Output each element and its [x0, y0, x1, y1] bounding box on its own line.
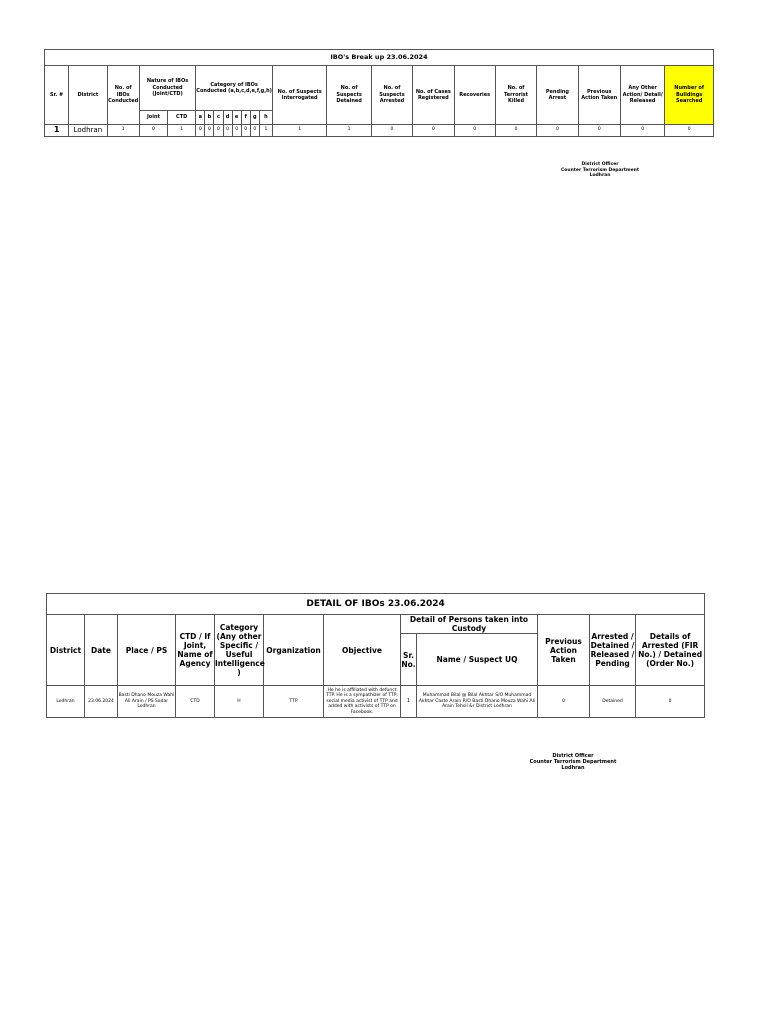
cell-terrorist-killed: 0	[495, 125, 536, 137]
header-persons-custody: Detail of Persons taken into Custody	[401, 615, 538, 634]
cell-suspects-interrogated: 1	[272, 125, 326, 137]
cell-category-a: 0	[196, 125, 205, 137]
header-pending-arrest: Pending Arrest	[537, 66, 578, 125]
cell-suspects-detained: 1	[327, 125, 371, 137]
cell-category-e: 0	[232, 125, 241, 137]
header-place: Place / PS	[118, 615, 176, 686]
header-suspects-arrested: No. of Suspects Arrested	[371, 66, 412, 125]
header-category: Category of IBOs Conducted (a,b,c,d,e,f,g,h)	[196, 66, 273, 111]
cell-suspects-arrested: 0	[371, 125, 412, 137]
header-ibos-conducted: No. of IBOs Conducted	[107, 66, 139, 125]
cell-pending-arrest: 0	[537, 125, 578, 137]
cell-recoveries: 0	[454, 125, 495, 137]
header-suspects-interrogated: No. of Suspects Interrogated	[272, 66, 326, 125]
header-cases-registered: No. of Cases Registered	[413, 66, 454, 125]
header-organization: Organization	[264, 615, 324, 686]
header-date: Date	[85, 615, 118, 686]
cell-category-g: 0	[250, 125, 259, 137]
ibo-detail-table	[46, 593, 705, 718]
subheader-joint: Joint	[139, 111, 167, 125]
subheader-category-b: b	[205, 111, 214, 125]
header-terrorist-killed: No. of Terrorist Killed	[495, 66, 536, 125]
subheader-ctd: CTD	[168, 111, 196, 125]
cell-district: Lodhran	[69, 125, 107, 137]
subheader-category-e: e	[232, 111, 241, 125]
signature-department: Counter Terrorism Department	[560, 167, 640, 173]
table-row	[45, 125, 714, 137]
header-recoveries: Recoveries	[454, 66, 495, 125]
header-any-other: Any Other Action/ Detail/ Released	[620, 66, 664, 125]
header-sr-no: Sr. No.	[401, 634, 417, 686]
cell-date: 23.06.2024	[85, 686, 118, 718]
subheader-category-c: c	[214, 111, 223, 125]
header-suspects-detained: No. of Suspects Detained	[327, 66, 371, 125]
subheader-category-a: a	[196, 111, 205, 125]
header-name-suspect: Name / Suspect UQ	[417, 634, 538, 686]
header-previous-action: Previous Action Taken	[578, 66, 620, 125]
cell-category-h: 1	[259, 125, 272, 137]
cell-joint: 0	[139, 125, 167, 137]
header-sr: Sr. #	[45, 66, 69, 125]
cell-place: Basti Dhano Mouza Wahi Ali Arain / PS Sadar Lodhran	[118, 686, 176, 718]
subheader-category-d: d	[223, 111, 232, 125]
cell-ibos-conducted: 1	[107, 125, 139, 137]
subheader-category-f: f	[241, 111, 250, 125]
cell-buildings-searched: 0	[665, 125, 714, 137]
header-category: Category (Any other Specific / Useful Intelligence )	[215, 615, 264, 686]
signature-location: Lodhran	[589, 173, 611, 178]
ibo-breakup-table	[44, 49, 714, 137]
cell-details-arrested: 0	[636, 686, 705, 718]
cell-organization: TTP	[264, 686, 324, 718]
cell-arrested-status: Detained	[590, 686, 636, 718]
signature-officer: District Officer	[581, 162, 619, 167]
header-previous-action: Previous Action Taken	[538, 615, 590, 686]
cell-category-c: 0	[214, 125, 223, 137]
header-ctd-agency: CTD / If Joint, Name of Agency	[176, 615, 215, 686]
cell-any-other: 0	[620, 125, 664, 137]
header-arrested-status: Arrested / Detained / Released / Pending	[590, 615, 636, 686]
signature-department: Counter Terrorism Department	[529, 759, 617, 765]
signature-location: Lodhran	[561, 765, 585, 771]
cell-category-f: 0	[241, 125, 250, 137]
header-buildings-searched: Number of Buildings Searched	[665, 66, 714, 125]
cell-name-suspect: Muhammad Bilal @ Bilal Akhtar S/O Muhammad Akhtar Caste Arain R/O Basti Dhano Mouza Wahi Ali Arain Tehsil &r District Lodhran	[417, 686, 538, 718]
cell-previous-action: 0	[538, 686, 590, 718]
ibo-detail-title: DETAIL OF IBOs 23.06.2024	[47, 594, 705, 615]
signature-block-2	[520, 753, 626, 771]
cell-ctd: 1	[168, 125, 196, 137]
cell-cases-registered: 0	[413, 125, 454, 137]
cell-district: Lodhran	[47, 686, 85, 718]
cell-category: H	[215, 686, 264, 718]
ibo-breakup-title: IBO's Break up 23.06.2024	[45, 50, 714, 66]
table-row	[47, 686, 705, 718]
cell-objective: He he is affiliated with defunct TTP. He is a sympathizer of TTP, social media activist of TTP and added with activists of TTP on Facebook.	[324, 686, 401, 718]
signature-block-1	[550, 162, 650, 179]
cell-sr-no: 1	[401, 686, 417, 718]
cell-ctd-agency: CTD	[176, 686, 215, 718]
subheader-category-h: h	[259, 111, 272, 125]
cell-previous-action: 0	[578, 125, 620, 137]
header-district: District	[69, 66, 107, 125]
header-district: District	[47, 615, 85, 686]
header-details-arrested: Details of Arrested (FIR No.) / Detained (Order No.)	[636, 615, 705, 686]
cell-category-d: 0	[223, 125, 232, 137]
signature-officer: District Officer	[552, 753, 594, 759]
header-nature: Nature of IBOs Conducted (Joint/CTD)	[139, 66, 195, 111]
subheader-category-g: g	[250, 111, 259, 125]
cell-sr: 1	[45, 125, 69, 137]
header-objective: Objective	[324, 615, 401, 686]
cell-category-b: 0	[205, 125, 214, 137]
